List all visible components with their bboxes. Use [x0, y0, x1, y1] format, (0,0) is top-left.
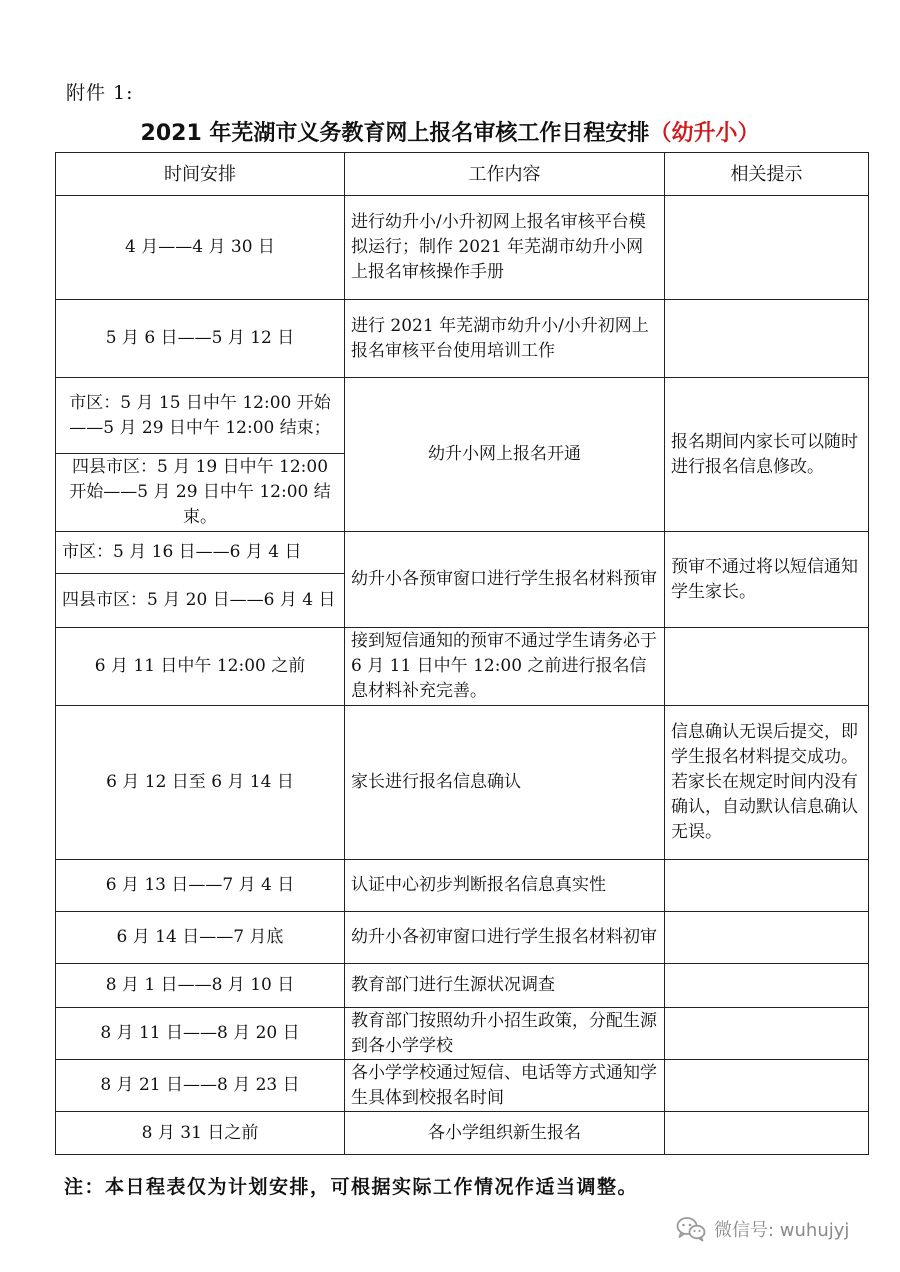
watermark-text: 微信号: wuhujyj — [714, 1220, 850, 1241]
schedule-table — [55, 152, 869, 1155]
cell-time: 6 月 13 日——7 月 4 日 — [56, 860, 345, 912]
table-row — [56, 912, 869, 964]
cell-work: 幼升小各初审窗口进行学生报名材料初审 — [345, 912, 665, 964]
table-row — [56, 1008, 869, 1060]
cell-time: 8 月 1 日——8 月 10 日 — [56, 964, 345, 1008]
title-accent: （幼升小） — [649, 121, 760, 146]
page-title — [0, 116, 900, 147]
title-main: 2021 年芜湖市义务教育网上报名审核工作日程安排 — [140, 121, 650, 146]
cell-work: 接到短信通知的预审不通过学生请务必于 6 月 11 日中午 12:00 之前进行报名信息材料补充完善。 — [345, 628, 665, 706]
cell-work: 各小学学校通过短信、电话等方式通知学生具体到校报名时间 — [345, 1060, 665, 1112]
attachment-label: 附件 1: — [66, 82, 134, 104]
cell-tip — [665, 1008, 869, 1060]
header-work: 工作内容 — [345, 153, 665, 196]
cell-work: 认证中心初步判断报名信息真实性 — [345, 860, 665, 912]
table-row — [56, 532, 869, 574]
table-row — [56, 196, 869, 300]
table-row — [56, 378, 869, 454]
table-row — [56, 1060, 869, 1112]
watermark — [676, 1216, 849, 1242]
table-row — [56, 300, 869, 378]
cell-time: 6 月 12 日至 6 月 14 日 — [56, 706, 345, 860]
header-tip: 相关提示 — [665, 153, 869, 196]
cell-time: 市区：5 月 16 日——6 月 4 日 — [56, 532, 345, 574]
cell-work: 幼升小各预审窗口进行学生报名材料预审 — [345, 532, 665, 628]
cell-work: 教育部门按照幼升小招生政策，分配生源到各小学学校 — [345, 1008, 665, 1060]
cell-tip — [665, 1060, 869, 1112]
table-row — [56, 628, 869, 706]
cell-tip — [665, 912, 869, 964]
cell-work: 幼升小网上报名开通 — [345, 378, 665, 532]
cell-tip — [665, 860, 869, 912]
table-row — [56, 1112, 869, 1155]
cell-time: 6 月 14 日——7 月底 — [56, 912, 345, 964]
cell-tip: 报名期间内家长可以随时进行报名信息修改。 — [665, 378, 869, 532]
cell-time: 市区：5 月 15 日中午 12:00 开始——5 月 29 日中午 12:00 结束； — [56, 378, 345, 454]
cell-work: 进行幼升小/小升初网上报名审核平台模拟运行；制作 2021 年芜湖市幼升小网上报名审核操作手册 — [345, 196, 665, 300]
cell-tip — [665, 196, 869, 300]
cell-tip — [665, 628, 869, 706]
table-header-row — [56, 153, 869, 196]
cell-time: 5 月 6 日——5 月 12 日 — [56, 300, 345, 378]
cell-time: 6 月 11 日中午 12:00 之前 — [56, 628, 345, 706]
cell-tip — [665, 300, 869, 378]
cell-time: 8 月 21 日——8 月 23 日 — [56, 1060, 345, 1112]
footnote: 注：本日程表仅为计划安排，可根据实际工作情况作适当调整。 — [64, 1176, 639, 1198]
cell-time: 4 月——4 月 30 日 — [56, 196, 345, 300]
header-time: 时间安排 — [56, 153, 345, 196]
cell-work: 教育部门进行生源状况调查 — [345, 964, 665, 1008]
cell-tip — [665, 1112, 869, 1155]
table-row — [56, 860, 869, 912]
table-row — [56, 964, 869, 1008]
cell-time: 8 月 11 日——8 月 20 日 — [56, 1008, 345, 1060]
cell-tip: 预审不通过将以短信通知学生家长。 — [665, 532, 869, 628]
wechat-icon — [676, 1216, 706, 1242]
cell-work: 进行 2021 年芜湖市幼升小/小升初网上报名审核平台使用培训工作 — [345, 300, 665, 378]
cell-tip — [665, 964, 869, 1008]
cell-work: 各小学组织新生报名 — [345, 1112, 665, 1155]
table-row — [56, 706, 869, 860]
cell-work: 家长进行报名信息确认 — [345, 706, 665, 860]
cell-time-secondary: 四县市区：5 月 20 日——6 月 4 日 — [56, 574, 345, 628]
cell-tip: 信息确认无误后提交，即学生报名材料提交成功。若家长在规定时间内没有确认，自动默认信息确认无误。 — [665, 706, 869, 860]
cell-time: 8 月 31 日之前 — [56, 1112, 345, 1155]
cell-time-secondary: 四县市区：5 月 19 日中午 12:00 开始——5 月 29 日中午 12:00 结束。 — [56, 454, 345, 532]
